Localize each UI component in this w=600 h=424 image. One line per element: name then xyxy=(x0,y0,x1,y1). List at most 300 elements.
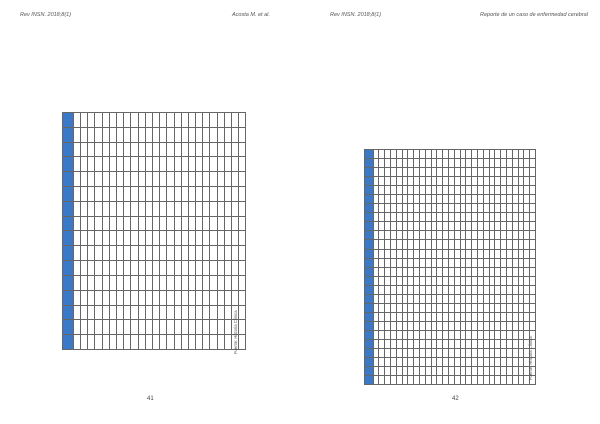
table-cell xyxy=(124,261,131,276)
table-cell xyxy=(117,231,124,246)
table-cell xyxy=(131,305,138,320)
table-cell xyxy=(530,285,536,294)
table-cell xyxy=(181,187,188,202)
table-cell xyxy=(210,290,217,305)
table-cell xyxy=(217,305,224,320)
table-cell xyxy=(152,320,159,335)
column-header xyxy=(63,305,74,320)
table-cell xyxy=(203,320,210,335)
table-cell xyxy=(102,142,109,157)
column-header xyxy=(365,357,374,366)
table-cell xyxy=(88,231,95,246)
table-cell xyxy=(95,261,102,276)
table-cell xyxy=(160,246,167,261)
table-cell xyxy=(109,187,116,202)
table-cell xyxy=(81,335,88,350)
table-cell xyxy=(196,113,203,128)
column-header xyxy=(365,321,374,330)
table-cell xyxy=(160,275,167,290)
table-cell xyxy=(124,157,131,172)
table-cell xyxy=(167,320,174,335)
table-cell xyxy=(109,231,116,246)
column-header xyxy=(63,320,74,335)
table-cell xyxy=(174,320,181,335)
table-cell xyxy=(167,157,174,172)
table-cell xyxy=(117,320,124,335)
table-cell xyxy=(224,127,231,142)
table-cell xyxy=(145,261,152,276)
table-cell xyxy=(210,261,217,276)
table-cell xyxy=(138,320,145,335)
table-cell xyxy=(117,201,124,216)
table-cell xyxy=(239,275,246,290)
table-cell xyxy=(160,305,167,320)
table-cell xyxy=(188,157,195,172)
table-cell xyxy=(152,113,159,128)
table-cell xyxy=(145,113,152,128)
table-cell xyxy=(152,290,159,305)
table-cell xyxy=(138,231,145,246)
page-number: 42 xyxy=(452,396,459,402)
table-cell xyxy=(174,290,181,305)
table-row xyxy=(196,113,203,350)
table-source-note: Fuente: Historia Clínica xyxy=(528,336,533,380)
table-cell xyxy=(109,127,116,142)
table-cell xyxy=(167,290,174,305)
table-cell xyxy=(102,305,109,320)
table-cell xyxy=(188,305,195,320)
table-cell xyxy=(232,142,239,157)
table-cell xyxy=(131,113,138,128)
table-cell xyxy=(217,157,224,172)
table-cell xyxy=(530,240,536,249)
table-cell xyxy=(95,187,102,202)
table-cell xyxy=(138,246,145,261)
table-cell xyxy=(217,290,224,305)
table-cell xyxy=(203,275,210,290)
table-cell xyxy=(109,290,116,305)
table-cell xyxy=(217,113,224,128)
table-cell xyxy=(217,142,224,157)
table-cell xyxy=(210,320,217,335)
table-cell xyxy=(239,246,246,261)
column-header xyxy=(365,267,374,276)
table-cell xyxy=(160,172,167,187)
table-cell xyxy=(196,246,203,261)
column-header xyxy=(365,159,374,168)
left-data-table xyxy=(62,112,246,350)
table-cell xyxy=(203,142,210,157)
table-cell xyxy=(117,261,124,276)
table-cell xyxy=(102,231,109,246)
table-cell xyxy=(117,335,124,350)
table-cell xyxy=(181,261,188,276)
table-cell xyxy=(117,305,124,320)
table-cell xyxy=(530,249,536,258)
table-cell xyxy=(530,258,536,267)
table-cell xyxy=(131,261,138,276)
table-cell xyxy=(239,216,246,231)
left-data-table-rotated xyxy=(62,112,246,350)
column-header xyxy=(63,142,74,157)
table-row xyxy=(109,113,116,350)
table-cell xyxy=(239,142,246,157)
table-cell xyxy=(196,290,203,305)
table-cell xyxy=(131,246,138,261)
table-row xyxy=(145,113,152,350)
right-page xyxy=(300,0,600,424)
table-cell xyxy=(102,172,109,187)
table-cell xyxy=(239,127,246,142)
table-cell xyxy=(232,246,239,261)
table-row xyxy=(95,113,102,350)
table-cell xyxy=(95,290,102,305)
table-cell xyxy=(145,335,152,350)
table-cell xyxy=(138,305,145,320)
table-cell xyxy=(530,177,536,186)
table-cell xyxy=(131,275,138,290)
column-header xyxy=(63,261,74,276)
table-cell xyxy=(109,275,116,290)
table-cell xyxy=(88,320,95,335)
table-cell xyxy=(224,172,231,187)
table-cell xyxy=(109,216,116,231)
table-cell xyxy=(138,216,145,231)
table-cell xyxy=(181,290,188,305)
table-cell xyxy=(167,113,174,128)
table-cell xyxy=(152,246,159,261)
table-cell xyxy=(239,320,246,335)
table-cell xyxy=(88,172,95,187)
table-cell xyxy=(73,305,80,320)
table-cell xyxy=(131,290,138,305)
table-cell xyxy=(95,231,102,246)
column-header xyxy=(365,231,374,240)
table-source-note: Fuente: Historia Clínica xyxy=(233,310,238,354)
table-cell xyxy=(232,187,239,202)
table-cell xyxy=(224,261,231,276)
table-cell xyxy=(530,195,536,204)
table-cell xyxy=(145,201,152,216)
table-cell xyxy=(239,113,246,128)
table-cell xyxy=(152,305,159,320)
table-cell xyxy=(81,320,88,335)
table-cell xyxy=(117,275,124,290)
table-cell xyxy=(203,290,210,305)
table-cell xyxy=(530,231,536,240)
table-cell xyxy=(160,113,167,128)
table-cell xyxy=(188,113,195,128)
table-cell xyxy=(188,201,195,216)
table-cell xyxy=(160,231,167,246)
table-cell xyxy=(224,231,231,246)
table-cell xyxy=(188,142,195,157)
table-cell xyxy=(124,335,131,350)
table-cell xyxy=(95,142,102,157)
table-row xyxy=(181,113,188,350)
table-cell xyxy=(217,246,224,261)
table-cell xyxy=(81,201,88,216)
table-cell xyxy=(210,275,217,290)
table-cell xyxy=(174,305,181,320)
table-row xyxy=(239,113,246,350)
table-cell xyxy=(181,231,188,246)
table-cell xyxy=(131,201,138,216)
table-cell xyxy=(124,113,131,128)
table-cell xyxy=(167,187,174,202)
column-header xyxy=(63,275,74,290)
table-cell xyxy=(81,261,88,276)
column-header xyxy=(365,330,374,339)
table-cell xyxy=(203,246,210,261)
table-cell xyxy=(530,276,536,285)
table-cell xyxy=(117,290,124,305)
table-cell xyxy=(88,113,95,128)
table-cell xyxy=(174,127,181,142)
table-cell xyxy=(138,172,145,187)
table-cell xyxy=(167,127,174,142)
column-header xyxy=(365,204,374,213)
table-cell xyxy=(88,157,95,172)
table-cell xyxy=(239,335,246,350)
table-cell xyxy=(152,172,159,187)
table-cell xyxy=(181,127,188,142)
table-cell xyxy=(102,187,109,202)
table-row xyxy=(174,113,181,350)
table-cell xyxy=(210,187,217,202)
column-header xyxy=(63,127,74,142)
table-row xyxy=(167,113,174,350)
table-cell xyxy=(152,261,159,276)
table-cell xyxy=(102,335,109,350)
table-cell xyxy=(174,231,181,246)
table-cell xyxy=(167,305,174,320)
table-cell xyxy=(138,201,145,216)
table-cell xyxy=(73,275,80,290)
table-cell xyxy=(81,275,88,290)
table-cell xyxy=(203,231,210,246)
table-cell xyxy=(81,216,88,231)
table-cell xyxy=(160,157,167,172)
table-cell xyxy=(217,320,224,335)
table-cell xyxy=(117,127,124,142)
table-cell xyxy=(124,231,131,246)
table-cell xyxy=(73,201,80,216)
table-cell xyxy=(131,157,138,172)
table-row xyxy=(102,113,109,350)
table-cell xyxy=(131,127,138,142)
table-header-row xyxy=(63,113,74,350)
column-header xyxy=(63,231,74,246)
column-header xyxy=(365,366,374,375)
table-cell xyxy=(73,113,80,128)
table-cell xyxy=(224,113,231,128)
table-cell xyxy=(203,157,210,172)
table-cell xyxy=(109,157,116,172)
table-cell xyxy=(73,142,80,157)
table-cell xyxy=(131,231,138,246)
table-cell xyxy=(131,172,138,187)
table-cell xyxy=(181,216,188,231)
table-cell xyxy=(239,261,246,276)
table-cell xyxy=(102,127,109,142)
table-cell xyxy=(196,172,203,187)
table-cell xyxy=(152,201,159,216)
table-cell xyxy=(174,201,181,216)
table-cell xyxy=(239,187,246,202)
table-cell xyxy=(167,275,174,290)
column-header xyxy=(365,195,374,204)
table-cell xyxy=(81,305,88,320)
table-cell xyxy=(181,246,188,261)
column-header xyxy=(63,290,74,305)
table-cell xyxy=(210,113,217,128)
table-cell xyxy=(174,142,181,157)
table-row xyxy=(117,113,124,350)
table-cell xyxy=(210,127,217,142)
table-cell xyxy=(145,142,152,157)
table-cell xyxy=(102,290,109,305)
table-cell xyxy=(232,290,239,305)
table-cell xyxy=(88,216,95,231)
column-header xyxy=(365,186,374,195)
table-cell xyxy=(217,216,224,231)
table-cell xyxy=(196,187,203,202)
table-cell xyxy=(188,172,195,187)
table-cell xyxy=(232,231,239,246)
column-header xyxy=(365,177,374,186)
table-cell xyxy=(152,335,159,350)
table-cell xyxy=(167,201,174,216)
table-cell xyxy=(88,290,95,305)
table-cell xyxy=(232,275,239,290)
table-cell xyxy=(138,142,145,157)
table-cell xyxy=(109,172,116,187)
table-cell xyxy=(160,261,167,276)
table-cell xyxy=(224,275,231,290)
table-cell xyxy=(181,335,188,350)
table-cell xyxy=(109,201,116,216)
table-cell xyxy=(160,127,167,142)
table-cell xyxy=(167,172,174,187)
table-cell xyxy=(174,157,181,172)
column-header xyxy=(365,249,374,258)
table-cell xyxy=(210,201,217,216)
table-cell xyxy=(117,187,124,202)
column-header xyxy=(63,246,74,261)
table-cell xyxy=(152,127,159,142)
column-header xyxy=(365,213,374,222)
table-cell xyxy=(188,187,195,202)
column-header xyxy=(365,348,374,357)
table-cell xyxy=(232,113,239,128)
table-cell xyxy=(138,275,145,290)
table-cell xyxy=(145,290,152,305)
table-cell xyxy=(109,261,116,276)
table-cell xyxy=(196,305,203,320)
table-cell xyxy=(95,246,102,261)
running-head-journal: Rev INSN. 2018;8(1) xyxy=(330,12,382,18)
table-cell xyxy=(530,168,536,177)
table-cell xyxy=(530,312,536,321)
table-cell xyxy=(224,305,231,320)
table-cell xyxy=(145,216,152,231)
table-cell xyxy=(188,320,195,335)
table-cell xyxy=(203,261,210,276)
table-cell xyxy=(530,204,536,213)
table-cell xyxy=(217,201,224,216)
table-cell xyxy=(196,275,203,290)
table-cell xyxy=(145,320,152,335)
table-cell xyxy=(138,187,145,202)
table-cell xyxy=(188,246,195,261)
table-cell xyxy=(174,187,181,202)
table-cell xyxy=(88,335,95,350)
table-cell xyxy=(138,290,145,305)
table-cell xyxy=(145,275,152,290)
table-cell xyxy=(160,187,167,202)
table-cell xyxy=(81,127,88,142)
table-cell xyxy=(88,142,95,157)
table-cell xyxy=(239,172,246,187)
table-cell xyxy=(196,201,203,216)
table-cell xyxy=(232,157,239,172)
table-cell xyxy=(138,157,145,172)
table-cell xyxy=(224,320,231,335)
table-cell xyxy=(160,142,167,157)
table-cell xyxy=(210,335,217,350)
table-cell xyxy=(73,335,80,350)
column-header xyxy=(63,216,74,231)
table-cell xyxy=(224,290,231,305)
table-cell xyxy=(203,127,210,142)
table-cell xyxy=(530,267,536,276)
table-cell xyxy=(196,127,203,142)
column-header xyxy=(365,294,374,303)
table-cell xyxy=(73,157,80,172)
table-row xyxy=(88,113,95,350)
table-cell xyxy=(530,294,536,303)
column-header xyxy=(365,168,374,177)
table-cell xyxy=(203,305,210,320)
column-header xyxy=(365,285,374,294)
table-cell xyxy=(145,305,152,320)
column-header xyxy=(365,222,374,231)
table-cell xyxy=(73,187,80,202)
table-row xyxy=(138,113,145,350)
table-cell xyxy=(174,275,181,290)
column-header xyxy=(63,187,74,202)
table-cell xyxy=(145,172,152,187)
table-cell xyxy=(203,216,210,231)
table-cell xyxy=(239,305,246,320)
table-cell xyxy=(117,142,124,157)
table-cell xyxy=(188,216,195,231)
table-cell xyxy=(239,201,246,216)
table-row xyxy=(124,113,131,350)
table-cell xyxy=(73,261,80,276)
table-cell xyxy=(181,142,188,157)
table-cell xyxy=(131,216,138,231)
table-cell xyxy=(81,142,88,157)
table-cell xyxy=(124,201,131,216)
table-cell xyxy=(160,335,167,350)
table-cell xyxy=(73,216,80,231)
table-cell xyxy=(530,303,536,312)
table-cell xyxy=(530,321,536,330)
table-row xyxy=(217,113,224,350)
table-cell xyxy=(167,261,174,276)
